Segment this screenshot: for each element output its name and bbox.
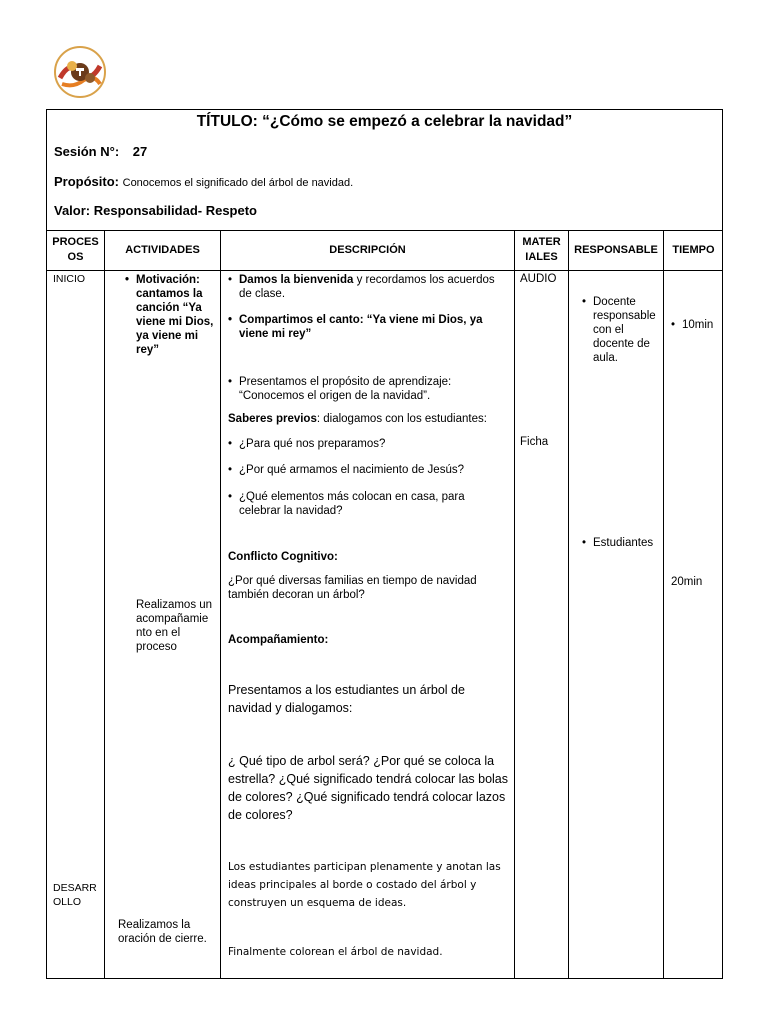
divider [663,230,664,979]
col-header-materiales: MATER IALES [522,236,561,263]
school-logo [50,44,110,100]
tiempo-2: 20min [671,576,703,588]
desc-pregunta-1: • ¿Para qué nos preparamos? [239,437,509,451]
activity-acompanamiento: Realizamos un acompañamie nto en el proceso [136,599,213,653]
activity-motivacion: • Motivación: cantamos la canción “Ya viene mi Dios, ya viene mi rey” [136,273,218,357]
col-header-descripcion: DESCRIPCIÓN [329,243,406,256]
col-header-responsable: RESPONSABLE [574,243,658,256]
desc-saberes-label: Saberes previos [228,413,317,425]
desc-acompanamiento-label: Acompañamiento: [228,634,329,646]
material-ficha: Ficha [520,436,549,448]
desc-bienvenida [239,273,509,301]
desc-participan: Los estudiantes participan plenamente y anotan las ideas principales al borde o costado del árbol y construyen un esquema de ideas. [228,861,501,909]
session-number: 27 [132,144,148,159]
process-inicio: INICIO [53,273,86,285]
session-number-row [54,144,147,159]
purpose-text: Conocemos el significado del árbol de navidad. [122,177,354,189]
desc-conflicto-text: ¿Por qué diversas familias en tiempo de navidad también decoran un árbol? [228,575,477,601]
activity-oracion: Realizamos la oración de cierre. [118,919,207,945]
responsable-docente: • Docente responsable con el docente de aula. [593,295,659,365]
desc-presentamos: Presentamos a los estudiantes un árbol de navidad y dialogamos: [228,683,465,715]
material-audio: AUDIO [520,273,557,285]
desc-proposito: • Presentamos el propósito de aprendizaje: “Conocemos el origen de la navidad”. [239,375,509,403]
purpose-label: Propósito: [54,174,119,189]
divider [568,230,569,979]
desc-saberes-rest: : dialogamos con los estudiantes: [316,413,487,425]
col-header-actividades: ACTIVIDADES [125,243,200,256]
desc-pregunta-3: • ¿Qué elementos más colocan en casa, para celebrar la navidad? [239,490,509,518]
desc-finalmente: Finalmente colorean el árbol de navidad. [228,946,443,958]
desc-bienvenida-bold: Damos la bienvenida [239,274,354,286]
responsable-estudiantes: • Estudiantes [593,536,659,550]
desc-conflicto-label: Conflicto Cognitivo: [228,551,338,563]
session-label: Sesión N°: [54,144,120,159]
divider [514,230,515,979]
divider [104,230,105,979]
session-title: TÍTULO: “¿Cómo se empezó a celebrar la navidad” [196,113,573,130]
desc-saberes [228,412,510,426]
divider [47,270,722,271]
desc-pregunta-2: • ¿Por qué armamos el nacimiento de Jesús? [239,463,509,477]
desc-preguntas-arbol: ¿ Qué tipo de arbol será? ¿Por qué se coloca la estrella? ¿Qué significado tendrá colocar las bolas de colores? ¿Qué significado tendrá colocar lazos de colores? [228,754,509,822]
desc-bienvenida-rest: y recordamos los acuerdos de clase. [239,274,495,300]
col-header-tiempo: TIEMPO [672,243,715,256]
desc-canto: • Compartimos el canto: “Ya viene mi Dios, ya viene mi rey” [239,313,509,341]
session-table [46,109,723,979]
purpose-row [54,174,353,189]
divider [220,230,221,979]
value-row: Valor: Responsabilidad- Respeto [54,203,257,218]
process-desarrollo: DESARR OLLO [53,882,97,908]
tiempo-1: • 10min [682,318,713,332]
col-header-procesos: PROCES OS [52,236,99,263]
